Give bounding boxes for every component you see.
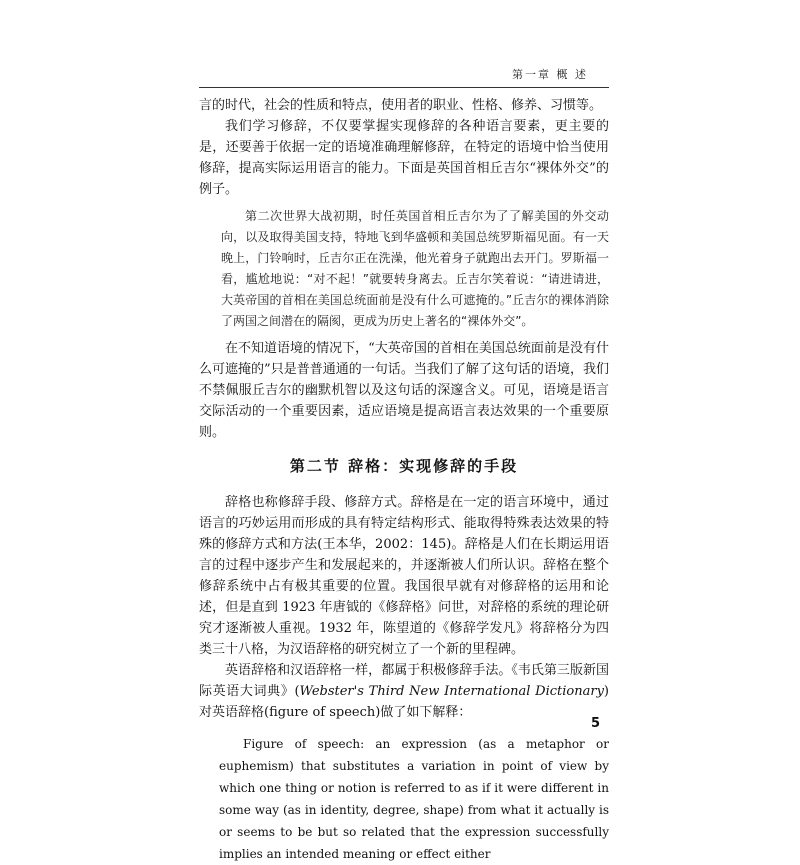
definition-quote: Figure of speech: an expression (as a metaphor or euphemism) that substitutes a variation in point of view by which one thing or notion is referred to as if it were different in some way (as in identity, degree, shape) from what it actually is or seems to be but so related that the expression successfully implies an intended meaning or effect either xyxy=(219,737,609,861)
page-body xyxy=(199,95,609,865)
paragraph-1: 言的时代，社会的性质和特点，使用者的职业、性格、修养、习惯等。 xyxy=(199,98,603,113)
header-rule xyxy=(199,87,609,88)
p5-prefix: 英语辞格和汉语辞格一样，都属于积极修辞手法。《韦氏第三版新国际英语大词典》( xyxy=(199,663,609,699)
paragraph-2: 我们学习修辞，不仅要掌握实现修辞的各种语言要素，更主要的是，还要善于依据一定的语境准确理解修辞，在特定的语境中恰当使用修辞，提高实际运用语言的能力。下面是英国首相丘吉尔“裸体外交”的例子。 xyxy=(199,119,609,197)
p5-suffix: )对英语辞格(figure of speech)做了如下解释： xyxy=(199,684,609,720)
section-title: 第二节 辞格：实现修辞的手段 xyxy=(289,457,519,475)
paragraph-3: 在不知道语境的情况下，“大英帝国的首相在美国总统面前是没有什么可遮掩的”只是普普通通的一句话。当我们了解了这句话的语境，我们不禁佩服丘吉尔的幽默机智以及这句话的深邃含义。可见，语境是语言交际活动的一个重要因素，适应语境是提高语言表达效果的一个重要原则。 xyxy=(199,341,609,440)
running-header: 第一章 概 述 xyxy=(512,68,588,81)
dictionary-title: Webster's Third New International Dictionary xyxy=(299,684,604,699)
churchill-quote: 第二次世界大战初期，时任英国首相丘吉尔为了了解美国的外交动向，以及取得美国支持，特地飞到华盛顿和美国总统罗斯福见面。有一天晚上，门铃响时，丘吉尔正在洗澡，他光着身子就跑出去开门。罗斯福一看，尴尬地说：“对不起！”就要转身离去。丘吉尔笑着说：“请进请进，大英帝国的首相在美国总统面前是没有什么可遮掩的。”丘吉尔的裸体消除了两国之间潜在的隔阂，更成为历史上著名的“裸体外交”。 xyxy=(221,209,609,328)
paragraph-4: 辞格也称修辞手段、修辞方式。辞格是在一定的语言环境中，通过语言的巧妙运用而形成的具有特定结构形式、能取得特殊表达效果的特殊的修辞方式和方法(王本华，2002：145)。辞格是人们在长期运用语言的过程中逐步产生和发展起来的，并逐渐被人们所认识。辞格在整个修辞系统中占有极其重要的位置。我国很早就有对修辞格的运用和论述，但是直到 1923 年唐钺的《修辞格》问世，对辞格的系统的理论研究才逐渐被人重视。1932 年，陈望道的《修辞学发凡》将辞格分为四类三十八格，为汉语辞格的研究树立了一个新的里程碑。 xyxy=(199,495,609,657)
page-number: 5 xyxy=(590,716,600,731)
paragraph-5 xyxy=(199,660,609,723)
